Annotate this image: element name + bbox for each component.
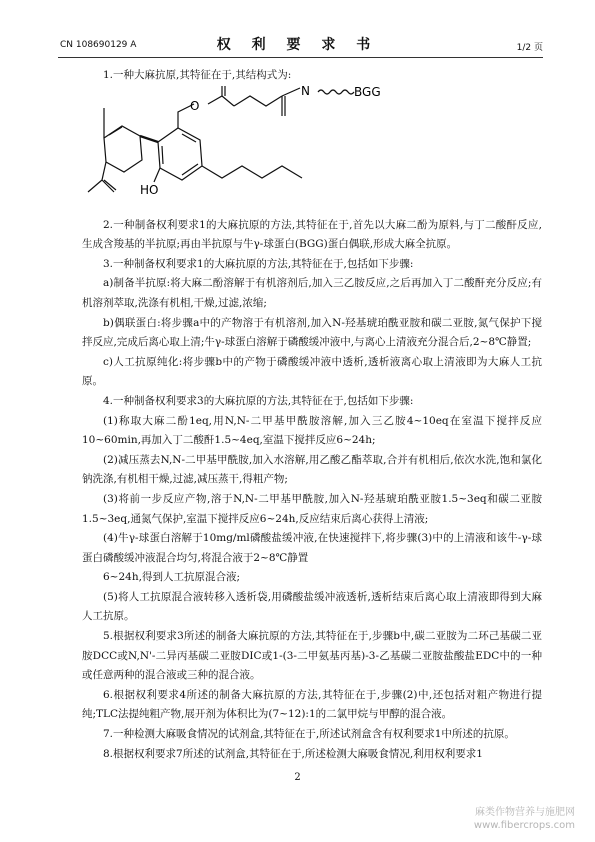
claim-3-step-b: b)偶联蛋白:将步骤a中的产物溶于有机溶剂,加入N-羟基琥珀酰亚胺和碳二亚胺,氮气保护下搅拌反应,完成后离心取上清;牛γ-球蛋白溶解于磷酸缓冲液中,与离心上清液充分混合后,2~8℃静置; [82,316,542,349]
claim-7: 7.一种检测大麻吸食情况的试剂盒,其特征在于,所述试剂盒含有权利要求1中所述的抗原。 [103,728,515,741]
header-rule [58,57,543,58]
bgg-label: BGG [354,85,381,99]
page-indicator: 1/2 页 [516,43,543,53]
ester-oxygen-label: O [190,98,200,113]
claim-4-step-3: (3)将前一步反应产物,溶于N,N-二甲基甲酰胺,加入N-羟基琥珀酰亚胺1.5~3eq和碳二亚胺1.5~3eq,通氮气保护,室温下搅拌反应6~24h,反应结束后离心获得上清液; [82,492,542,525]
page-header [0,34,595,56]
claim-2: 2.一种制备权利要求1的大麻抗原的方法,其特征在于,首先以大麻二酚为原料,与丁二酸酐反应,生成含羧基的半抗原;再由半抗原与牛γ-球蛋白(BGG)蛋白偶联,形成大麻全抗原。 [82,218,542,251]
document-title: 权 利 要 求 书 [216,37,379,53]
claim-4-step-4: (4)牛γ-球蛋白溶解于10mg/ml磷酸盐缓冲液,在快速搅拌下,将步骤(3)中的上清液和该牛-γ-球蛋白磷酸缓冲液混合均匀,将混合液于2~8℃静置 [82,532,542,564]
structure-drawing [82,86,542,214]
claim-3-step-a: a)制备半抗原:将大麻二酚溶解于有机溶剂后,加入三乙胺反应,之后再加入丁二酸酐充分反应;有机溶剂萃取,洗涤有机相,干燥,过滤,浓缩; [82,277,542,309]
publication-number: CN 108690129 A [60,40,137,50]
amide-n-label: N [301,85,310,98]
claim-5: 5.根据权利要求3所述的制备大麻抗原的方法,其特征在于,步骤b中,碳二亚胺为二环己基碳二亚胺DCC或N,N'-二异丙基碳二亚胺DIC或1-(3-二甲氨基丙基)-3-乙基碳二亚胺盐酸盐EDC中的一种或任意两种的混合液或三种的混合液。 [82,630,542,682]
claim-8: 8.根据权利要求7所述的试剂盒,其特征在于,所述检测大麻吸食情况,利用权利要求1 [103,747,483,760]
claim-3: 3.一种制备权利要求1的大麻抗原的方法,其特征在于,包括如下步骤: [103,257,414,270]
hydroxyl-label: HO [140,182,159,197]
page-number: 2 [294,772,301,783]
watermark-cn: 麻类作物营养与施肥网 [475,807,575,818]
claim-4-step-2: (2)减压蒸去N,N-二甲基甲酰胺,加入水溶解,用乙酸乙酯萃取,合并有机相后,依次水洗,饱和氯化钠洗涤,有机相干燥,过滤,减压蒸干,得粗产物; [82,453,542,486]
claim-4-step-1: (1)称取大麻二酚1eq,用N,N-二甲基甲酰胺溶解,加入三乙胺4~10eq在室温下搅拌反应10~60min,再加入丁二酸酐1.5~4eq,室温下搅拌反应6~24h; [82,414,542,447]
claim-1: 1.一种大麻抗原,其特征在于,其结构式为: [103,69,292,81]
claim-4: 4.一种制备权利要求3的大麻抗原的方法,其特征在于,包括如下步骤: [103,394,414,407]
claim-4-step-5: (5)将人工抗原混合液转移入透析袋,用磷酸盐缓冲液透析,透析结束后离心取上清液即得到大麻人工抗原。 [82,590,542,623]
structural-formula [82,86,542,214]
watermark-url: www.fibercrops.com [473,820,575,831]
claims-body [82,66,542,764]
claim-4-step-4-cont: 6~24h,得到人工抗原混合液; [103,571,240,584]
watermark [425,806,575,832]
claim-6: 6.根据权利要求4所述的制备大麻抗原的方法,其特征在于,步骤(2)中,还包括对粗产物进行提纯;TLC法提纯粗产物,展开剂为体积比为(7~12):1的二氯甲烷与甲醇的混合液。 [82,688,542,721]
claim-3-step-c: c)人工抗原纯化:将步骤b中的产物于磷酸缓冲液中透析,透析液离心取上清液即为大麻人工抗原。 [82,355,542,388]
